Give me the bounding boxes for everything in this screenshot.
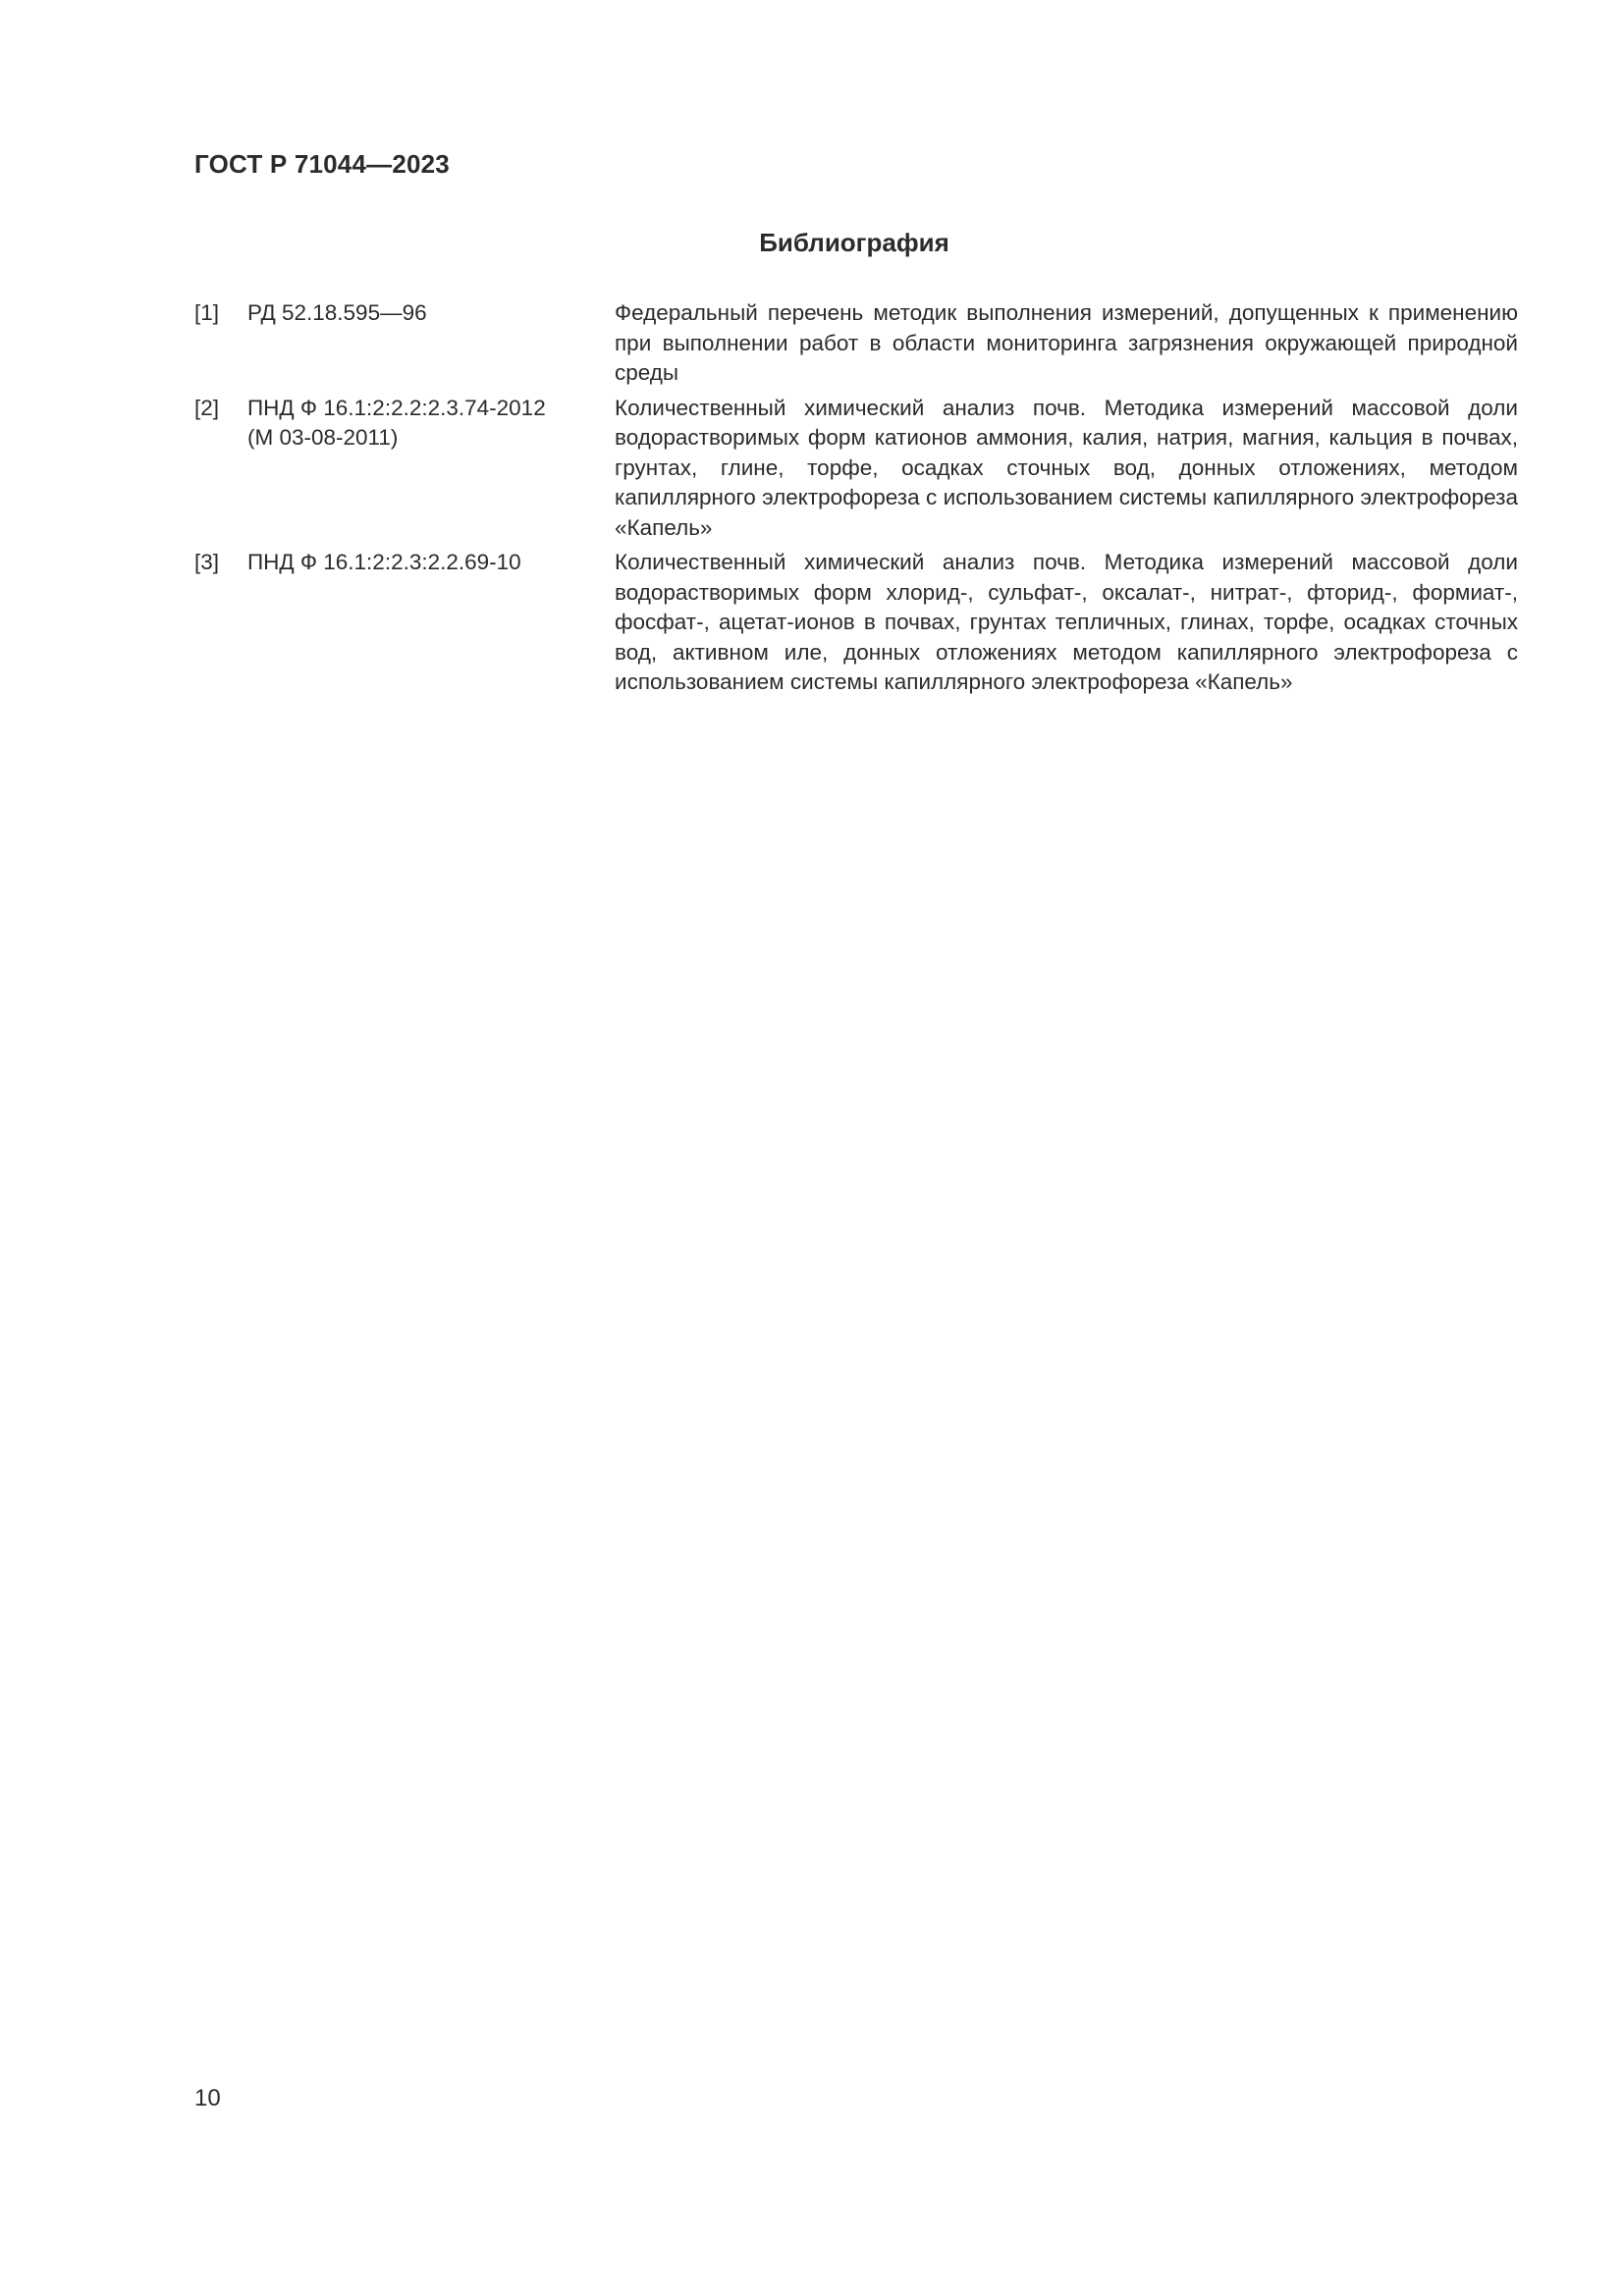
- bibliography-entry: [194, 394, 1518, 544]
- entry-reference: РД 52.18.595—96: [247, 300, 427, 325]
- entry-reference: ПНД Ф 16.1:2:2.3:2.2.69-10: [247, 550, 521, 574]
- bibliography-entry: [194, 298, 1518, 389]
- bibliography-entry: [194, 548, 1518, 698]
- entry-number: [3]: [194, 550, 220, 574]
- bibliography-list: [194, 298, 1518, 703]
- entry-description: Количественный химический анализ почв. Методика измерений массовой доли водорастворимых форм катионов аммония, калия, натрия, магния, кальция в почвах, грунтах, глине, торфе, осадках сточных вод, донных отложениях, методом капиллярного электрофореза с использованием системы капиллярного электрофореза «Капель»: [615, 395, 1518, 540]
- entry-number: [2]: [194, 395, 220, 420]
- entry-description: Количественный химический анализ почв. Методика измерений массовой доли водорастворимых форм хлорид-, сульфат-, оксалат-, нитрат-, фторид-, формиат-, фосфат-, ацетат-ионов в почвах, грунтах тепличных, глинах, торфе, осадках сточных вод, активном иле, донных отложениях методом капиллярного электрофореза с использованием системы капиллярного электрофореза «Капель»: [615, 550, 1518, 694]
- entry-description: Федеральный перечень методик выполнения измерений, допущенных к применению при выполнении работ в области мониторинга загрязнения окружающей природной среды: [615, 300, 1518, 385]
- section-title: Библиография: [759, 228, 949, 257]
- page-number: 10: [194, 2085, 221, 2111]
- document-code: ГОСТ Р 71044—2023: [194, 149, 450, 179]
- entry-number: [1]: [194, 300, 220, 325]
- entry-reference: ПНД Ф 16.1:2:2.2:2.3.74-2012 (М 03-08-2011): [247, 395, 546, 450]
